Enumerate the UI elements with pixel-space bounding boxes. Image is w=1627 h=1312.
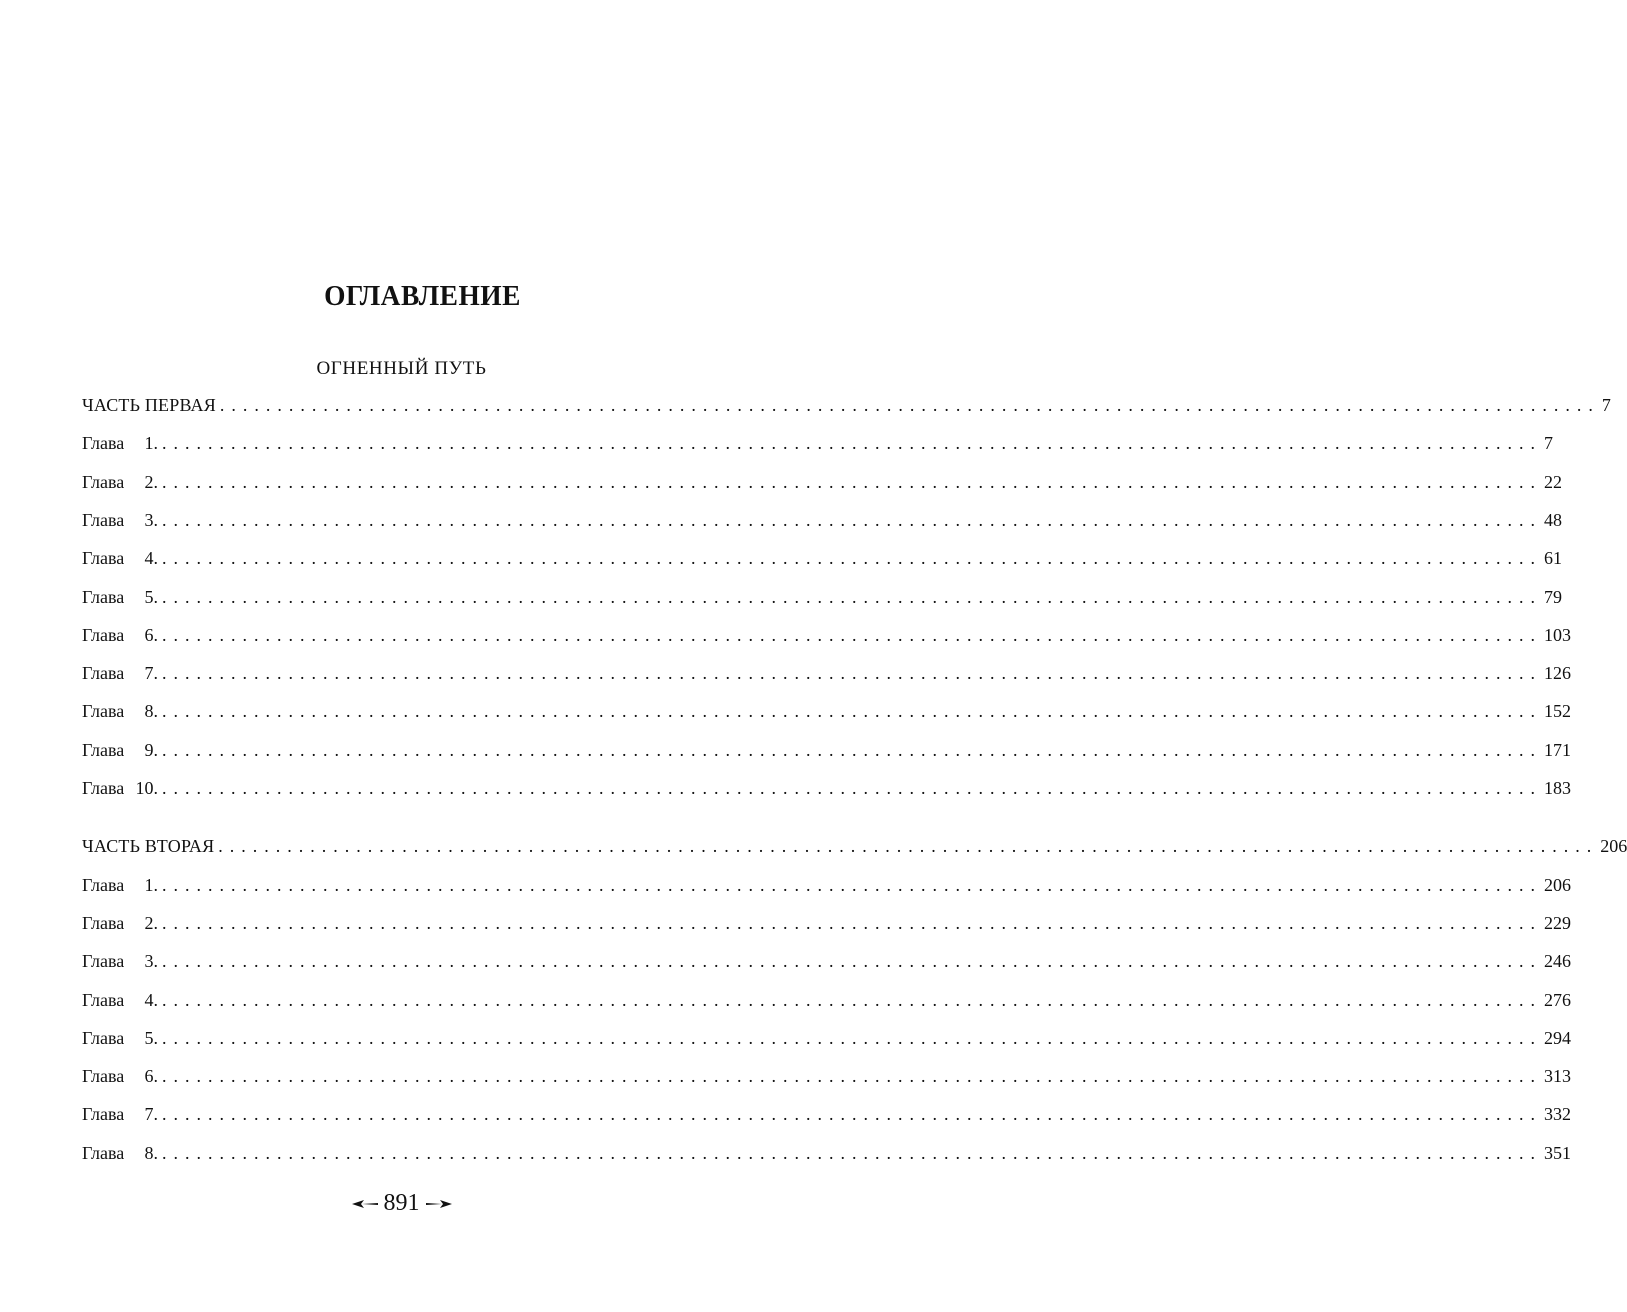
chapter-page-number: 246	[1544, 951, 1571, 972]
chapter-page-number: 126	[1544, 663, 1571, 684]
chapter-label	[82, 1066, 158, 1087]
chapter-page-number: 351	[1544, 1142, 1571, 1163]
toc-chapter-row[interactable]	[82, 989, 1571, 1018]
toc-chapter-row[interactable]	[82, 701, 1571, 729]
chapter-label	[82, 701, 158, 722]
chapter-label	[82, 1143, 158, 1164]
chapter-number: 4.	[144, 548, 158, 569]
chapter-page-number: 171	[1544, 739, 1571, 760]
chapter-word: Глава	[82, 874, 125, 895]
toc-chapter-row[interactable]	[82, 1104, 1571, 1132]
leader-dots: ........................................................................................................................	[162, 701, 1542, 722]
chapter-word: Глава	[82, 663, 125, 684]
left-ornament-icon	[352, 1197, 378, 1211]
leader-dots: ........................................................................................................................	[219, 395, 1600, 415]
chapter-number: 5.	[144, 586, 158, 607]
toc-chapter-row[interactable]	[82, 1142, 1571, 1171]
leader-dots: ........................................................................................................................	[162, 548, 1542, 569]
leader-dots: ........................................................................................................................	[162, 1027, 1542, 1048]
chapter-word: Глава	[82, 1027, 125, 1048]
chapter-word: Глава	[82, 433, 125, 454]
toc-chapter-row[interactable]	[82, 548, 1562, 576]
chapter-label	[82, 913, 158, 934]
chapter-page-number: 61	[1544, 548, 1562, 569]
chapter-number: 8.	[144, 701, 158, 722]
leader-dots: ........................................................................................................................	[162, 586, 1542, 607]
toc-chapter-row[interactable]	[82, 586, 1562, 615]
chapter-number: 1.	[144, 433, 158, 454]
toc-chapter-row[interactable]	[82, 509, 1562, 538]
book-subtitle: ОГНЕННЫЙ ПУТЬ	[316, 358, 487, 379]
chapter-label	[82, 625, 158, 646]
leader-dots: ........................................................................................................................	[162, 433, 1542, 454]
chapter-label	[82, 433, 158, 454]
chapter-label	[82, 1104, 158, 1125]
chapter-word: Глава	[82, 624, 125, 645]
chapter-label	[82, 990, 158, 1011]
toc-part-row[interactable]	[82, 395, 1611, 423]
toc-chapter-row[interactable]	[82, 951, 1571, 979]
toc-chapter-row[interactable]	[82, 912, 1571, 941]
chapter-label	[82, 663, 158, 684]
toc-chapter-row[interactable]	[82, 778, 1571, 806]
toc-part-row[interactable]	[82, 836, 1627, 864]
leader-dots: ........................................................................................................................	[162, 778, 1542, 798]
chapter-label	[82, 740, 158, 761]
chapter-page-number: 294	[1544, 1027, 1571, 1048]
chapter-word: Глава	[82, 989, 125, 1010]
leader-dots: ........................................................................................................................	[162, 912, 1542, 933]
chapter-number: 2.	[144, 471, 158, 492]
chapter-number: 6.	[144, 1066, 158, 1087]
chapter-label	[82, 587, 158, 608]
chapter-number: 10.	[135, 778, 158, 798]
part-label: ЧАСТЬ ВТОРАЯ	[82, 836, 215, 857]
chapter-number: 7.	[144, 663, 158, 684]
toc-chapter-row[interactable]	[82, 433, 1553, 461]
chapter-page-number: 152	[1544, 701, 1571, 722]
chapter-label	[82, 1028, 158, 1049]
chapter-word: Глава	[82, 1104, 125, 1125]
chapter-label	[82, 778, 158, 799]
toc-chapter-row[interactable]	[82, 624, 1571, 653]
chapter-page-number: 103	[1544, 624, 1571, 645]
chapter-number: 8.	[144, 1142, 158, 1163]
chapter-page-number: 332	[1544, 1104, 1571, 1125]
chapter-label	[82, 951, 158, 972]
leader-dots: ........................................................................................................................	[162, 989, 1542, 1010]
leader-dots: ........................................................................................................................	[162, 739, 1542, 760]
chapter-label	[82, 875, 158, 896]
chapter-word: Глава	[82, 778, 125, 798]
chapter-page-number: 48	[1544, 509, 1562, 530]
chapter-word: Глава	[82, 1066, 125, 1087]
leader-dots: ........................................................................................................................	[162, 1142, 1542, 1163]
page-number: 891	[383, 1190, 420, 1216]
chapter-number: 5.	[144, 1027, 158, 1048]
chapter-number: 9.	[144, 739, 158, 760]
chapter-page-number: 206	[1544, 874, 1571, 895]
leader-dots: ........................................................................................................................	[162, 624, 1542, 645]
chapter-word: Глава	[82, 471, 125, 492]
toc-chapter-row[interactable]	[82, 1027, 1571, 1056]
toc-chapter-row[interactable]	[82, 663, 1571, 691]
chapter-number: 2.	[144, 912, 158, 933]
chapter-word: Глава	[82, 586, 125, 607]
part-page-number: 7	[1601, 395, 1611, 415]
toc-chapter-row[interactable]	[82, 739, 1571, 768]
chapter-page-number: 22	[1544, 471, 1562, 492]
chapter-page-number: 183	[1544, 778, 1571, 798]
chapter-page-number: 79	[1544, 586, 1562, 607]
toc-chapter-row[interactable]	[82, 1066, 1571, 1094]
chapter-word: Глава	[82, 951, 125, 972]
chapter-number: 4.	[144, 989, 158, 1010]
chapter-number: 3.	[144, 509, 158, 530]
chapter-number: 1.	[144, 874, 158, 895]
right-ornament-icon	[426, 1197, 452, 1211]
chapter-page-number: 7	[1544, 433, 1553, 454]
leader-dots: ........................................................................................................................	[162, 471, 1542, 492]
chapter-word: Глава	[82, 548, 125, 569]
page-footer	[0, 1190, 803, 1217]
chapter-number: 6.	[144, 624, 158, 645]
chapter-word: Глава	[82, 701, 125, 722]
chapter-page-number: 276	[1544, 989, 1571, 1010]
toc-chapter-row[interactable]	[82, 471, 1562, 500]
chapter-word: Глава	[82, 739, 125, 760]
chapter-label	[82, 548, 158, 569]
part-page-number: 206	[1600, 836, 1627, 857]
leader-dots: ........................................................................................................................	[162, 1066, 1542, 1087]
chapter-label	[82, 510, 158, 531]
part-label: ЧАСТЬ ПЕРВАЯ	[82, 395, 216, 415]
leader-dots: ........................................................................................................................	[162, 663, 1542, 684]
chapter-label	[82, 472, 158, 493]
toc-title: ОГЛАВЛЕНИЕ	[324, 281, 521, 312]
leader-dots: ........................................................................................................................	[162, 951, 1542, 972]
chapter-number: 3.	[144, 951, 158, 972]
toc-chapter-row[interactable]	[82, 874, 1571, 903]
chapter-number: 7.	[144, 1104, 158, 1125]
chapter-page-number: 313	[1544, 1066, 1571, 1087]
leader-dots: ........................................................................................................................	[162, 1104, 1542, 1125]
chapter-word: Глава	[82, 912, 125, 933]
chapter-word: Глава	[82, 509, 125, 530]
leader-dots: ........................................................................................................................	[162, 874, 1542, 895]
leader-dots: ........................................................................................................................	[162, 509, 1542, 530]
chapter-word: Глава	[82, 1142, 125, 1163]
leader-dots: ........................................................................................................................	[218, 836, 1599, 857]
chapter-page-number: 229	[1544, 912, 1571, 933]
